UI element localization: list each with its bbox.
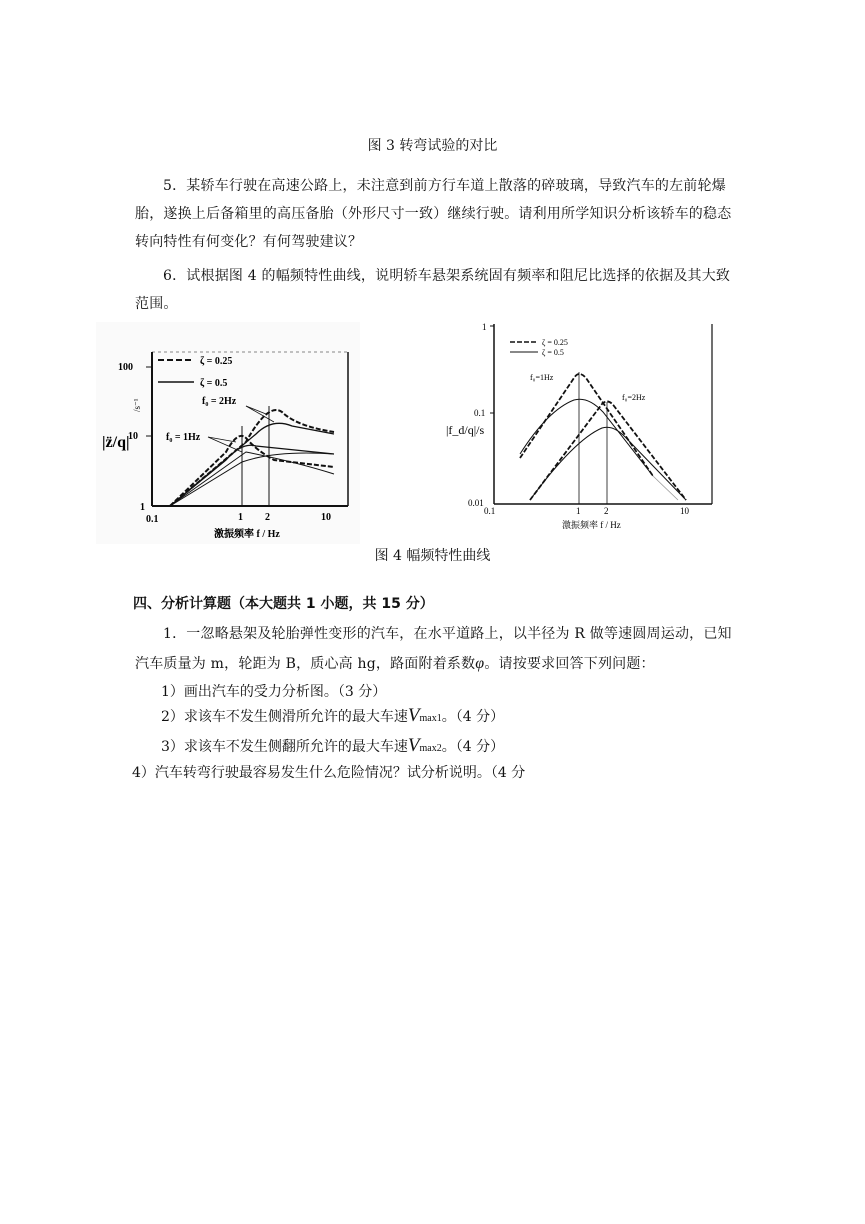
left-label-f1: f₀ = 1Hz — [166, 432, 201, 443]
right-legend-1: ζ = 0.25 — [542, 338, 568, 347]
right-xtick-10: 10 — [680, 506, 689, 516]
figure-3-caption: 图 3 转弯试验的对比 — [367, 138, 498, 154]
question-1-tail: 。请按要求回答下列问题： — [484, 656, 655, 672]
question-1 — [135, 619, 735, 679]
left-xtick-10: 10 — [321, 512, 331, 523]
right-xlabel: 激振频率 f / Hz — [562, 520, 621, 530]
right-legend-2: ζ = 0.5 — [542, 348, 564, 357]
left-legend-1: ζ = 0.25 — [200, 356, 233, 367]
subquestion-3: 3）求该车不发生侧翻所允许的最大车速Vmax2。（4 分） — [161, 735, 505, 756]
subquestion-4: 4）汽车转弯行驶最容易发生什么危险情况？试分析说明。（4 分 — [132, 765, 526, 781]
question-6: 6．试根据图 4 的幅频特性曲线，说明轿车悬架系统固有频率和阻尼比选择的依据及其大致范围。 — [135, 268, 731, 312]
section-4-heading: 四、分析计算题（本大题共 1 小题，共 15 分） — [133, 596, 434, 612]
right-amplitude-chart — [438, 316, 718, 534]
right-xtick-2: 2 — [604, 506, 609, 516]
right-xtick-1: 1 — [576, 506, 581, 516]
left-xtick-2: 2 — [265, 512, 270, 523]
left-ytick-10: 10 — [128, 431, 138, 442]
subquestion-1: 1）画出汽车的受力分析图。（3 分） — [161, 684, 387, 700]
left-xtick-0.1: 0.1 — [146, 514, 159, 525]
left-amplitude-chart — [96, 322, 360, 544]
right-ylabel: |f_d/q|/s — [446, 423, 485, 437]
left-ytick-100: 100 — [118, 362, 133, 373]
left-label-f2: f₀ = 2Hz — [202, 396, 237, 407]
left-ytick-1: 1 — [140, 502, 145, 513]
left-ylabel-unit: /s⁻¹ — [132, 398, 142, 412]
right-label-f1: f₀=1Hz — [530, 373, 554, 382]
figure-4-caption: 图 4 幅频特性曲线 — [374, 548, 491, 564]
right-ytick-0.01: 0.01 — [468, 498, 484, 508]
right-ytick-1: 1 — [482, 322, 487, 332]
subquestion-2: 2）求该车不发生侧滑所允许的最大车速Vmax1。（4 分） — [161, 705, 505, 726]
left-legend-2: ζ = 0.5 — [200, 378, 228, 389]
left-ylabel: |z̈/q| — [102, 434, 130, 451]
question-5: 5．某轿车行驶在高速公路上，未注意到前方行车道上散落的碎玻璃，导致汽车的左前轮爆胎，遂换上后备箱里的高压备胎（外形尺寸一致）继续行驶。请利用所学知识分析该轿车的稳态转向特性有何变化？有何驾驶建议？ — [135, 178, 732, 250]
v-max1-symbol: V — [407, 705, 420, 726]
right-xtick-0.1: 0.1 — [484, 506, 496, 516]
question-1-text: 1．一忽略悬架及轮胎弹性变形的汽车，在水平道路上，以半径为 R 做等速圆周运动，已知汽车质量为 m，轮距为 B，质心高 hg，路面附着系数 — [135, 626, 732, 672]
right-label-f2: f₀=2Hz — [622, 393, 646, 402]
phi-symbol: φ — [475, 655, 485, 672]
left-xlabel: 激振频率 f / Hz — [214, 529, 280, 540]
right-ytick-0.1: 0.1 — [474, 408, 486, 418]
v-max2-symbol: V — [407, 735, 420, 756]
left-xtick-1: 1 — [238, 512, 243, 523]
